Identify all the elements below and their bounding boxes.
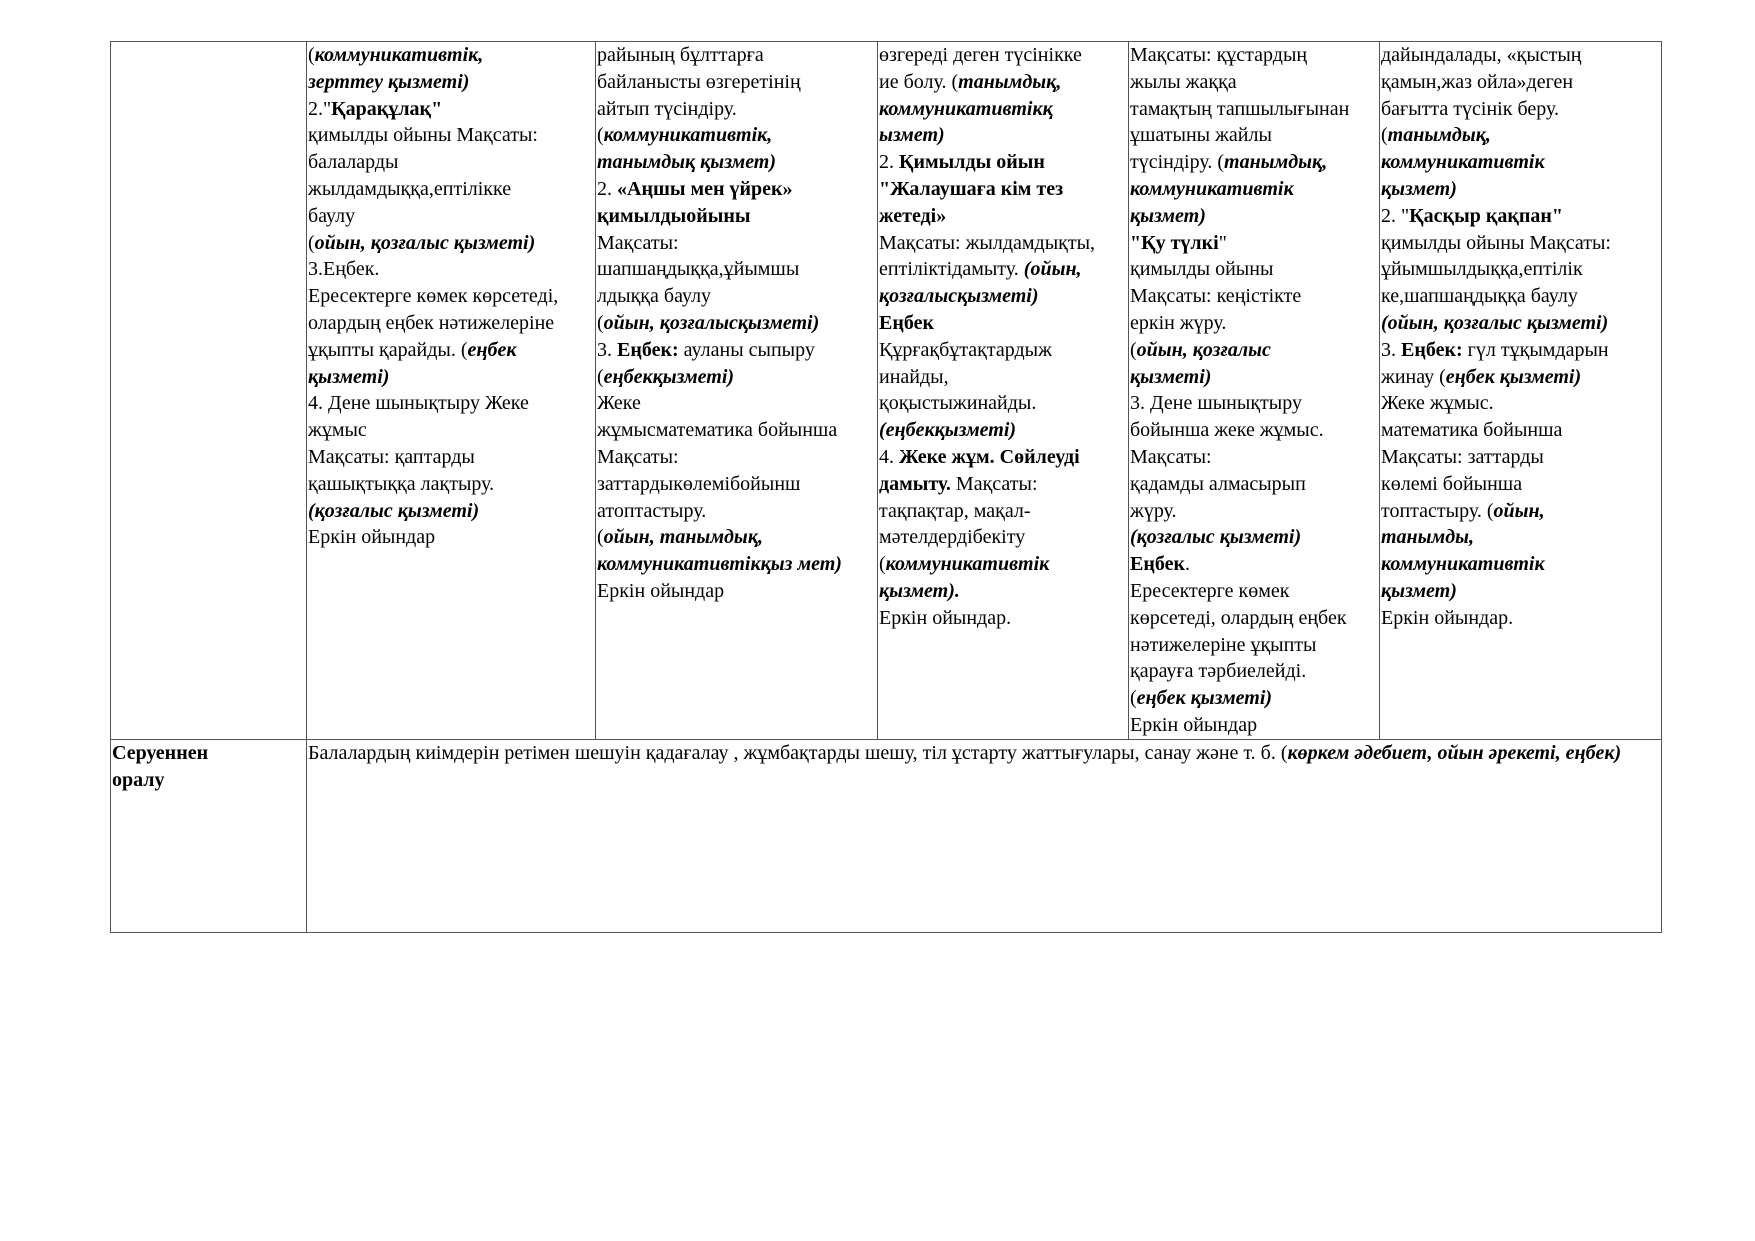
text-run: байланысты өзгеретінің [597,70,801,93]
cell-line [1381,551,1660,578]
cell-line [1381,310,1660,337]
text-run: Мақсаты: заттарды [1381,445,1544,468]
text-run: қызметі) [308,365,390,388]
text-run: бағытта түсінік беру. [1381,97,1559,120]
cell-line [1130,337,1378,364]
cell-line [597,203,876,230]
cell-line [1130,96,1378,123]
cell-line [879,42,1127,69]
text-run: математика бойынша [1381,419,1563,442]
text-run: ұшатыны жайлы [1130,124,1272,147]
cell-line [1130,524,1378,551]
cell-line [1130,471,1378,498]
cell-line [597,524,876,551]
cell-line [1381,203,1660,230]
cell-line [597,578,876,605]
text-run: қимылды ойыны Мақсаты: [308,124,538,147]
cell-line [1381,605,1660,632]
cell-line [1130,42,1378,69]
text-run: қызмет) [1381,579,1457,602]
text-run: ( [597,526,604,549]
cell-line [1130,149,1378,176]
text-run: жұмыс [308,419,367,442]
cell-line [879,149,1127,176]
text-run: нәтижелеріне ұқыпты [1130,633,1317,656]
cell-line [308,69,594,96]
text-run: коммуникативтік [1130,177,1294,200]
text-run: түсіндіру. ( [1130,151,1225,174]
text-run: коммуникативтік [1381,553,1545,576]
cell-line [308,471,594,498]
text-run: ойын, қозғалысқызметі) [603,311,820,334]
row-label-line: оралу [112,768,165,791]
cell-line [1130,390,1378,417]
text-run: еңбек қызметі) [1445,365,1582,388]
text-run: 3. [597,338,617,361]
cell-line [308,390,594,417]
text-run: гүл тұқымдарын [1462,338,1609,361]
cell-line [1130,122,1378,149]
cell-line [879,444,1127,471]
text-run: Мақсаты: құстардың [1130,44,1308,66]
text-run: жұмысматематика бойынша [597,419,838,442]
row-label-line: Серуеннен [112,741,209,764]
text-run: қашықтыққа лақтыру. [308,472,495,495]
return-activities-text [308,740,1660,767]
cell-line [879,69,1127,96]
text-run: Еркін ойындар [597,579,725,602]
text-run: (қозғалыс қызметі) [1130,526,1302,549]
text-run: " [1218,231,1227,254]
text-run: ойын, қозғалыс қызметі) [314,231,536,254]
cell-line [1130,551,1378,578]
cell-line [1130,176,1378,203]
text-run: танымдық қызмет) [597,151,777,174]
text-run: ( [879,553,886,576]
cell-line [879,283,1127,310]
cell-line [879,498,1127,525]
text-run: қамын,жаз ойла»деген [1381,70,1574,93]
text-run: балаларды [308,151,399,174]
cell-line [308,203,594,230]
text-run: "Қу түлкі [1130,231,1219,254]
day-cell [307,42,596,740]
cell-line [879,256,1127,283]
text-run: Жеке жұм. Сөйлеуді [899,445,1080,468]
text-run: 2. " [1381,204,1410,227]
text-run: көрсетеді, олардың еңбек [1130,606,1347,629]
text-run: ( [597,311,604,334]
cell-line [1381,390,1660,417]
cell-line [308,337,594,364]
text-run: танымды, [1381,526,1475,549]
text-run: топтастыру. ( [1381,499,1494,522]
return-from-walk-row [111,739,1662,932]
cell-line [1381,122,1660,149]
cell-line [308,283,594,310]
text-run: 4. Дене шынықтыру Жеке [308,392,529,415]
text-run: жылы жаққа [1130,70,1237,93]
cell-line [1381,283,1660,310]
text-run: Жеке [597,392,641,415]
text-run: ызмет) [879,124,945,147]
text-run: Құрғақбұтақтардыж [879,338,1052,361]
text-run: жылдамдыққа,ептілікке [308,177,512,200]
cell-line [1381,256,1660,283]
text-run: дайындалады, «қыстың [1381,44,1582,66]
cell-line [879,230,1127,257]
cell-line [308,42,594,69]
text-run: Еңбек: [1401,338,1463,361]
text-run: еңбек қызметі) [1136,687,1273,710]
text-run: танымдық, [958,70,1062,93]
day-cell [1380,42,1662,740]
cell-line [597,337,876,364]
cell-line [879,471,1127,498]
cell-line [1381,498,1660,525]
cell-line [1381,578,1660,605]
text-run: ойын, [1493,499,1545,522]
text-run: . [1185,553,1190,576]
cell-line [1130,498,1378,525]
cell-line [308,122,594,149]
text-run: көлемі бойынша [1381,472,1523,495]
cell-line [597,471,876,498]
text-run: ( [308,231,315,254]
cell-line [597,498,876,525]
text-run: коммуникативтік, [314,44,484,66]
text-run: ауланы сыпыру [678,338,815,361]
text-run: Ересектерге көмек көрсетеді, [308,285,559,308]
cell-line [1130,444,1378,471]
text-run: коммуникативтік [1381,151,1545,174]
cell-line [597,69,876,96]
day-cell [878,42,1129,740]
text-run: қозғалысқызметі) [879,285,1039,308]
text-run: бойынша жеке жұмыс. [1130,419,1324,442]
text-run: 3.Еңбек. [308,258,380,281]
cell-line [308,364,594,391]
cell-line [879,96,1127,123]
text-run: Мақсаты: [1130,445,1212,468]
text-run: «Аңшы мен үйрек» [617,177,793,200]
cell-line [308,417,594,444]
text-run: райының бұлттарға [597,44,764,66]
text-run: жинау ( [1381,365,1446,388]
cell-line [308,310,594,337]
text-run: Мақсаты: [597,445,679,468]
text-run: коммуникативтікқ [879,97,1053,120]
cell-line [1381,364,1660,391]
cell-line [879,310,1127,337]
cell-line [1381,337,1660,364]
text-run: (еңбекқызметі) [879,419,1017,442]
cell-line [1130,712,1378,739]
text-run: 2." [308,97,332,120]
cell-line [1381,96,1660,123]
text-run: Еркін ойындар. [1381,606,1514,629]
text-run: Еркін ойындар [1130,713,1258,736]
text-run: заттардыкөлемібойынш [597,472,801,495]
text-run: Қасқыр қақпан" [1409,204,1564,227]
text-run: ойын, танымдық, [603,526,763,549]
cell-line [879,337,1127,364]
cell-line [597,364,876,391]
cell-line [1130,658,1378,685]
text-run: қызмет) [1381,177,1457,200]
cell-line [1381,149,1660,176]
text-run: еңбек [467,338,517,361]
cell-line [1381,176,1660,203]
text-run: коммуникативтік, [603,124,773,147]
return-activities-cell [307,739,1662,932]
row-label-return [111,739,307,932]
text-run: Мақсаты: жылдамдықты, [879,231,1096,254]
cell-line [1130,230,1378,257]
cell-line [879,605,1127,632]
text-run: баулу [308,204,356,227]
cell-line [597,42,876,69]
text-run: ойын, қозғалыс [1136,338,1271,361]
cell-line [1130,605,1378,632]
text-run: ( [597,365,604,388]
text-run: жүру. [1130,499,1177,522]
cell-line [1130,203,1378,230]
cell-line [1130,364,1378,391]
cell-line [879,203,1127,230]
text-run: дамыту. [879,472,951,495]
text-run: 3. Дене шынықтыру [1130,392,1302,415]
text-run: лдыққа баулу [597,285,712,308]
cell-line [879,122,1127,149]
cell-line [1381,417,1660,444]
cell-line [597,256,876,283]
cell-line [879,176,1127,203]
text-run: танымдық, [1387,124,1491,147]
text-run: Мақсаты: [597,231,679,254]
text-run: қоқыстыжинайды. [879,392,1037,415]
text-run: ( [1130,687,1137,710]
cell-line [308,256,594,283]
text-run: жетеді» [879,204,947,227]
text-run: ( [597,124,604,147]
text-run: қызметі) [1130,365,1212,388]
cell-line [308,149,594,176]
cell-line [597,551,876,578]
cell-line [308,524,594,551]
text-run: қызмет) [1130,204,1206,227]
text-run: 2. [597,177,617,200]
text-run: қарауға тәрбиелейді. [1130,660,1307,683]
text-run: айтып түсіндіру. [597,97,737,120]
text-run: коммуникативтікқыз мет) [597,553,842,576]
text-run: танымдық, [1224,151,1328,174]
cell-line [879,524,1127,551]
text-run: Еркін ойындар [308,526,436,549]
text-run: өзгереді деген түсінікке [879,44,1082,66]
cell-line [1381,444,1660,471]
cell-line [1130,632,1378,659]
text-run: (қозғалыс қызметі) [308,499,480,522]
day-cell [1129,42,1380,740]
text-run: 4. [879,445,899,468]
cell-line [879,578,1127,605]
text-run: қызмет). [879,579,960,602]
text-run: Еңбек [879,311,934,334]
text-run: ( [308,44,315,66]
text-run: мәтелдердібекіту [879,526,1026,549]
text-run: Мақсаты: кеңістікте [1130,285,1302,308]
text-run: Жеке жұмыс. [1381,392,1494,415]
text-run: ( [1130,338,1137,361]
text-run: еңбекқызметі) [603,365,735,388]
cell-line [597,310,876,337]
cell-line [597,283,876,310]
cell-line [308,444,594,471]
text-run: 3. [1381,338,1401,361]
cell-line [1381,69,1660,96]
cell-line [597,444,876,471]
text-run: ие болу. ( [879,70,959,93]
day-cell [596,42,878,740]
cell-line [1381,471,1660,498]
cell-line [597,417,876,444]
cell-line [1130,685,1378,712]
cell-line [597,176,876,203]
cell-line [308,96,594,123]
cell-line [597,390,876,417]
text-run: ( [1381,124,1388,147]
text-run: тамақтың тапшылығынан [1130,97,1350,120]
row-label-cell [111,42,307,740]
text-run: зерттеу қызметі) [308,70,470,93]
cell-line [308,176,594,203]
text-run: (ойын, қозғалыс қызметі) [1381,311,1609,334]
text-run: Қарақұлақ" [331,97,443,120]
text-run: коммуникативтік [885,553,1050,576]
text-run: ептіліктідамыту. [879,258,1024,281]
cell-line [879,551,1127,578]
cell-line [597,230,876,257]
cell-line [1381,230,1660,257]
text-run: Мақсаты: қаптарды [308,445,475,468]
text-run: инайды, [879,365,949,388]
text-run: шапшаңдыққа,ұйымшы [597,258,800,281]
text-run: Еңбек [1130,553,1185,576]
cell-line [1130,283,1378,310]
text-run: Мақсаты: [950,472,1038,495]
text-run: ке,шапшаңдыққа баулу [1381,285,1578,308]
text-run: Еркін ойындар. [879,606,1012,629]
cell-line [1130,310,1378,337]
cell-line [308,498,594,525]
cell-line [879,390,1127,417]
text-run: (ойын, [1023,258,1082,281]
text-run: тақпақтар, мақал- [879,499,1031,522]
text-run: атоптастыру. [597,499,707,522]
text-run: қадамды алмасырып [1130,472,1306,495]
cell-line [308,230,594,257]
cell-line [597,149,876,176]
text-run: Еңбек: [617,338,679,361]
cell-line [1130,578,1378,605]
cell-line [1130,69,1378,96]
cell-line [1130,417,1378,444]
cell-line [597,122,876,149]
cell-line [879,364,1127,391]
text-run: қимылды ойыны Мақсаты: [1381,231,1611,254]
text-run: ұқыпты қарайды. ( [308,338,468,361]
text-run: 2. [879,151,899,174]
text-run: қимылдыойыны [597,204,751,227]
text-run: Қимылды ойын [899,151,1045,174]
cell-line [879,417,1127,444]
activities-text: Балалардың киімдерін ретімен шешуін қадағалау , жұмбақтарды шешу, тіл ұстарту жаттығулары, санау және т. б. ( [308,741,1288,764]
text-run: еркін жүру. [1130,311,1227,334]
cell-line [597,96,876,123]
cell-line [1130,256,1378,283]
daily-plan-table [110,41,1662,933]
text-run: "Жалаушаға кім тез [879,177,1064,200]
text-run: Ересектерге көмек [1130,579,1290,602]
activities-type-emphasis: көркем әдебиет, ойын әрекеті, еңбек) [1287,741,1622,764]
cell-line [1381,42,1660,69]
text-run: қимылды ойыны [1130,258,1274,281]
text-run: ұйымшылдыққа,ептілік [1381,258,1583,281]
text-run: олардың еңбек нәтижелеріне [308,311,555,334]
cell-line [1381,524,1660,551]
activities-row [111,42,1662,740]
